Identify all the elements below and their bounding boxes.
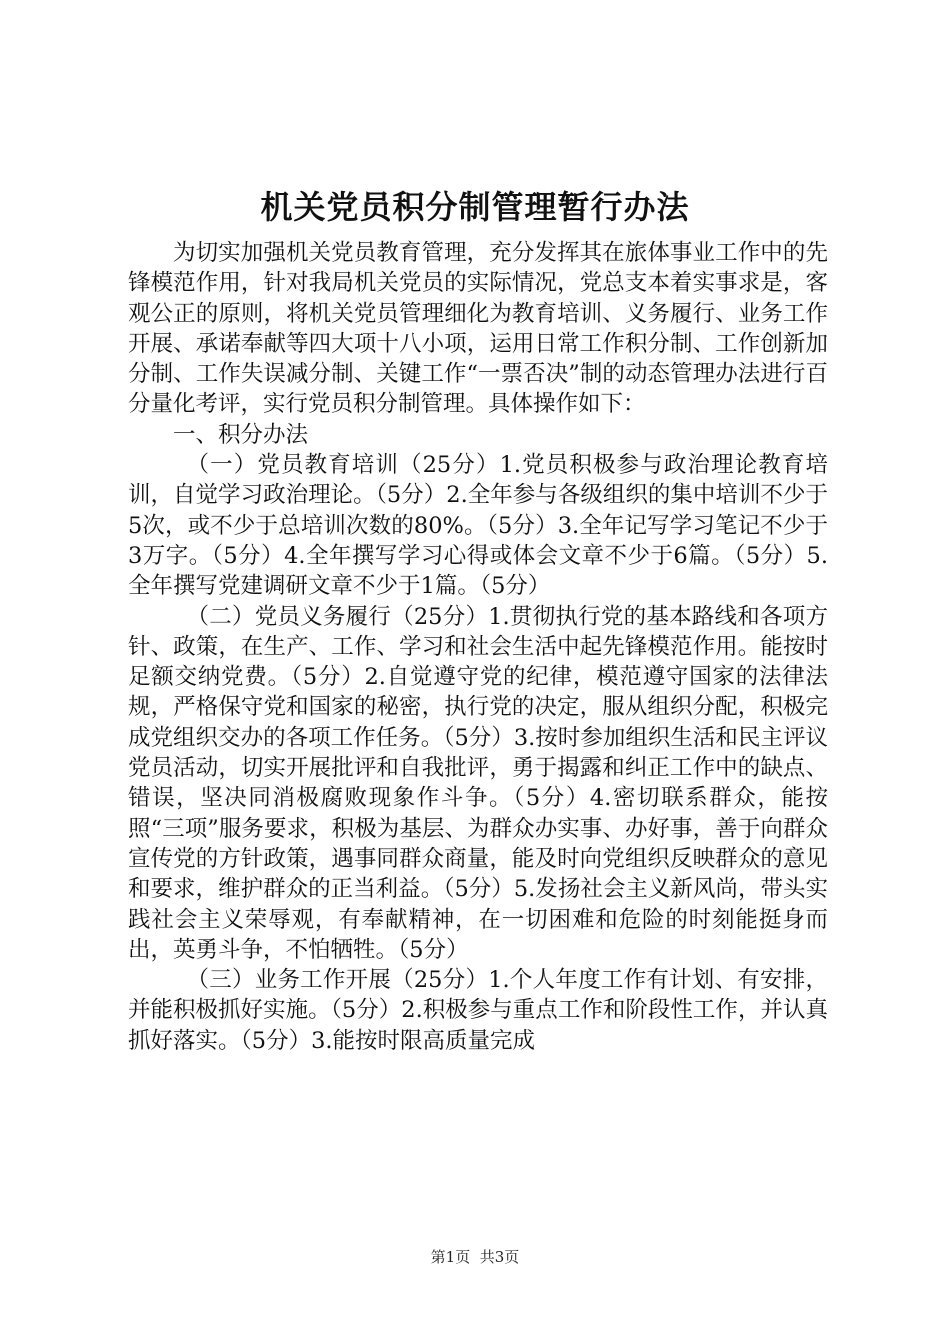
intro-paragraph: 为切实加强机关党员教育管理，充分发挥其在旅体事业工作中的先锋模范作用，针对我局机关党员的实际情况，党总支本着实事求是，客观公正的原则，将机关党员管理细化为教育培训、义务履行、业务工作开展、承诺奉献等四大项十八小项，运用日常工作积分制、工作创新加分制、工作失误减分制、关键工作“一票否决”制的动态管理办法进行百分量化考评，实行党员积分制管理。具体操作如下： [128, 240, 828, 418]
paragraph-duty-performance: （二）党员义务履行（25分）1.贯彻执行党的基本路线和各项方针、政策，在生产、工作、学习和社会生活中起先锋模范作用。能按时足额交纳党费。（5分）2.自觉遵守党的纪律，模范遵守国家的法律法规，严格保守党和国家的秘密，执行党的决定，服从组织分配，积极完成党组织交办的各项工作任务。（5分）3.按时参加组织生活和民主评议党员活动，切实开展批评和自我批评，勇于揭露和纠正工作中的缺点、错误，坚决同消极腐败现象作斗争。（5分）4.密切联系群众，能按照“三项”服务要求，积极为基层、为群众办实事、办好事，善于向群众宣传党的方针政策，遇事同群众商量，能及时向党组织反映群众的意见和要求，维护群众的正当利益。（5分）5.发扬社会主义新风尚，带头实践社会主义荣辱观，有奉献精神，在一切困难和危险的时刻能挺身而出，英勇斗争，不怕牺牲。（5分） [128, 603, 828, 963]
paragraph-work-development: （三）业务工作开展（25分）1.个人年度工作有计划、有安排，并能积极抓好实施。（5分）2.积极参与重点工作和阶段性工作，并认真抓好落实。（5分）3.能按时限高质量完成 [128, 967, 828, 1054]
paragraph-education-training: （一）党员教育培训（25分）1.党员积极参与政治理论教育培训，自觉学习政治理论。（5分）2.全年参与各级组织的集中培训不少于5次，或不少于总培训次数的80%。（5分）3.全年记写学习笔记不少于3万字。（5分）4.全年撰写学习心得或体会文章不少于6篇。（5分）5.全年撰写党建调研文章不少于1篇。（5分） [128, 452, 828, 600]
section-heading-scoring: 一、积分办法 [173, 421, 309, 448]
page-number: 第1页 [430, 1248, 471, 1266]
page-footer [0, 1247, 950, 1267]
document-body [128, 238, 828, 1056]
page-total: 共3页 [479, 1248, 520, 1266]
document-title: 机关党员积分制管理暂行办法 [260, 188, 690, 226]
